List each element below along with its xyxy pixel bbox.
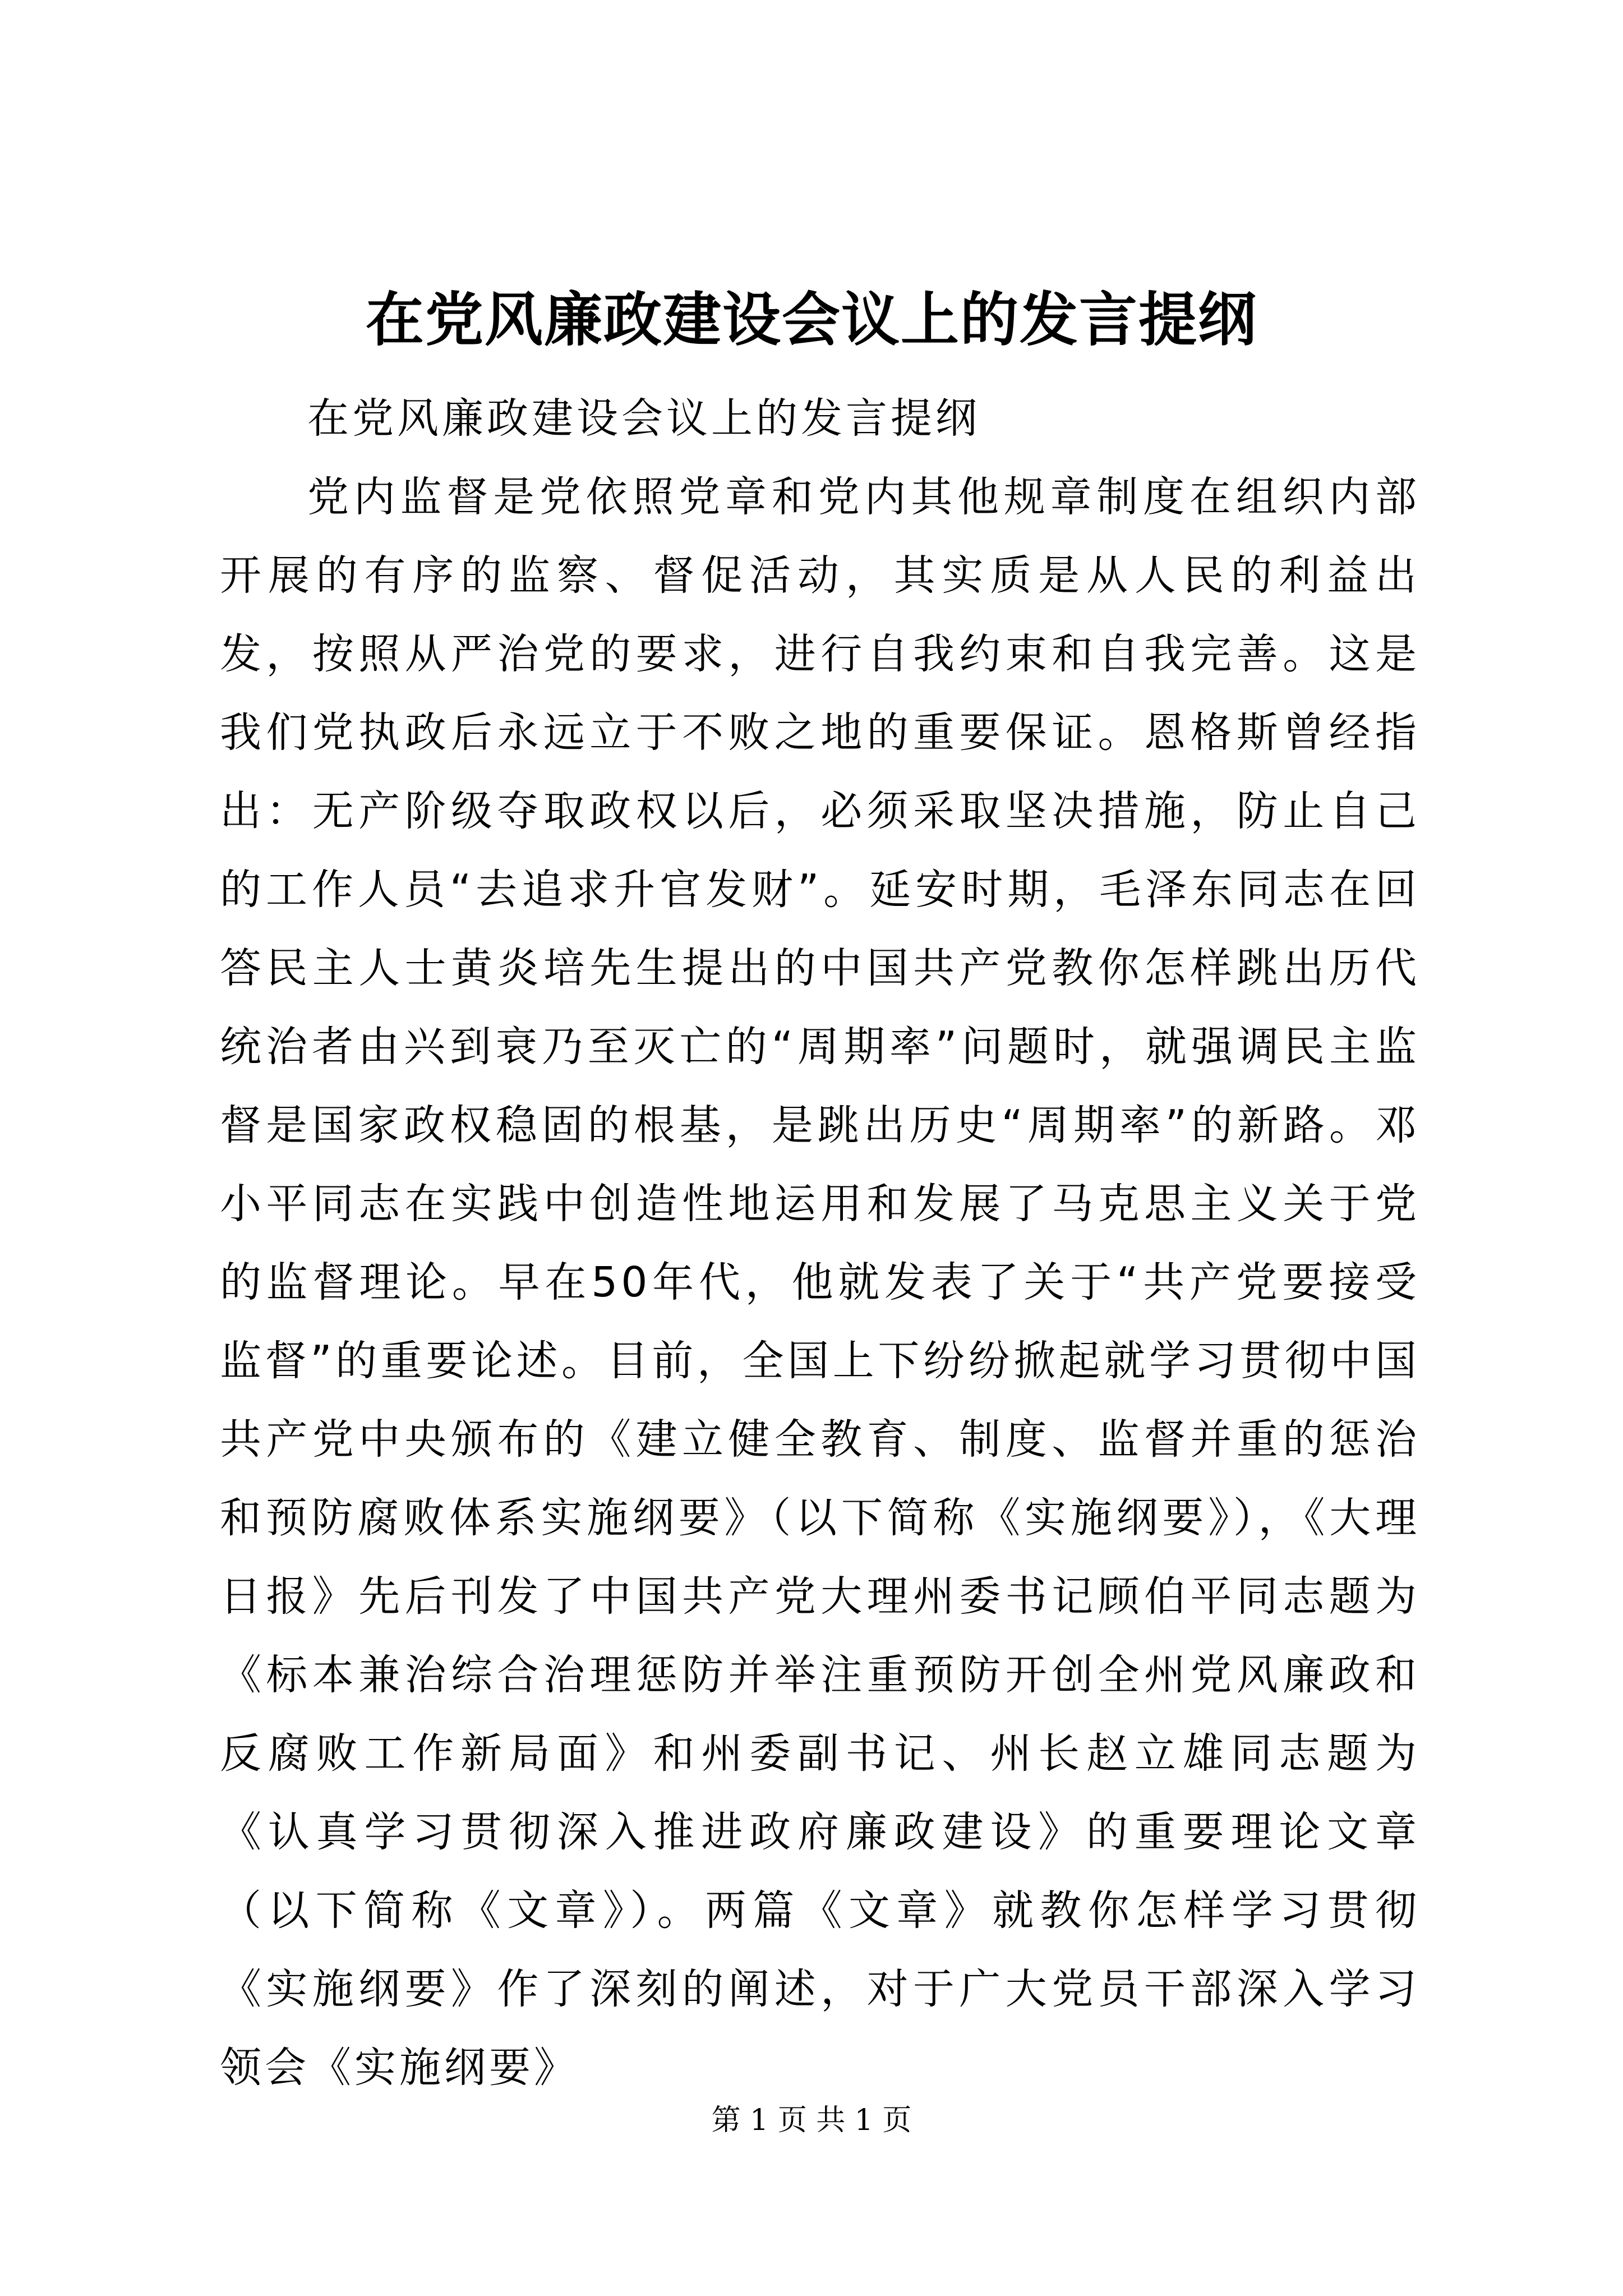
document-title: 在党风廉政建设会议上的发言提纲	[365, 285, 1257, 354]
page-footer: 第 1 页 共 1 页	[711, 2104, 912, 2137]
body-paragraph-main: 党内监督是党依照党章和党内其他规章制度在组织内部开展的有序的监察、督促活动，其实质是从人民的利益出发，按照从严治党的要求，进行自我约束和自我完善。这是我们党执政后永远立于不败之地的重要保证。恩格斯曾经指出：无产阶级夺取政权以后，必须采取坚决措施，防止自己的工作人员“去追求升官发财”。延安时期，毛泽东同志在回答民主人士黄炎培先生提出的中国共产党教你怎样跳出历代统治者由兴到衰乃至灭亡的“周期率”问题时，就强调民主监督是国家政权稳固的根基，是跳出历史“周期率”的新路。邓小平同志在实践中创造性地运用和发展了马克思主义关于党的监督理论。早在50年代，他就发表了关于“共产党要接受监督”的重要论述。目前，全国上下纷纷掀起就学习贯彻中国共产党中央颁布的《建立健全教育、制度、监督并重的惩治和预防腐败体系实施纲要》（以下简称《实施纲要》），《大理日报》先后刊发了中国共产党大理州委书记顾伯平同志题为《标本兼治综合治理惩防并举注重预防开创全州党风廉政和反腐败工作新局面》和州委副书记、州长赵立雄同志题为《认真学习贯彻深入推进政府廉政建设》的重要理论文章（以下简称《文章》）。两篇《文章》就教你怎样学习贯彻《实施纲要》作了深刻的阐述，对于广大党员干部深入学习领会《实施纲要》	[220, 473, 1420, 2092]
body-paragraph-subtitle: 在党风廉政建设会议上的发言提纲	[307, 394, 980, 443]
document-body	[220, 379, 1420, 2107]
